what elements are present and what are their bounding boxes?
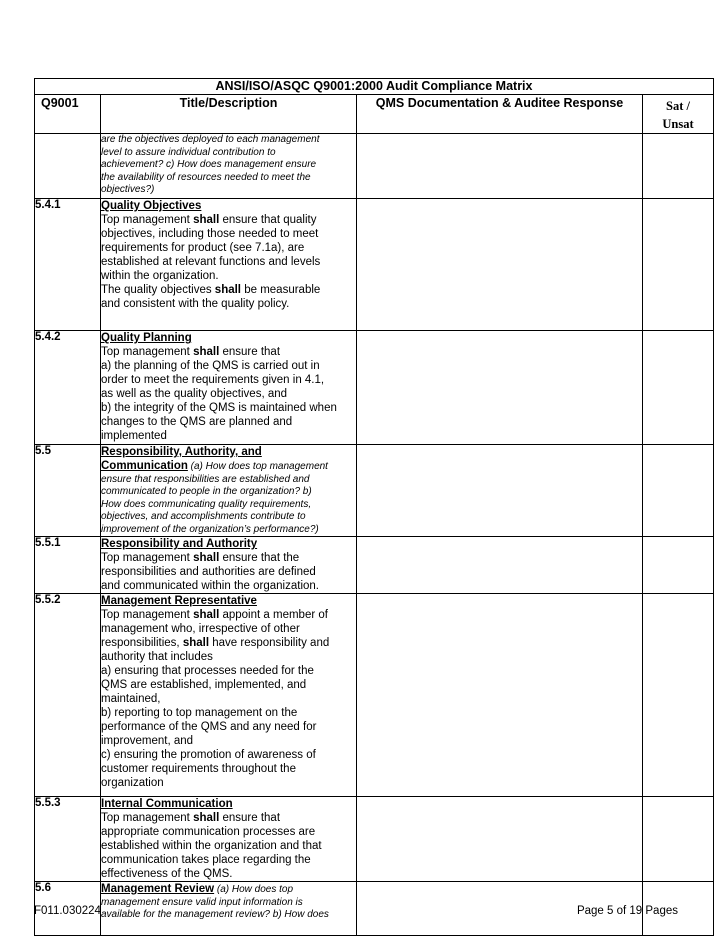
auditee-response-cell[interactable] [357, 199, 643, 331]
requirement-line [101, 255, 356, 269]
requirement-text: ensure that [219, 812, 281, 824]
requirement-text: responsibilities, [101, 637, 183, 649]
requirement-text: communication takes place regarding the [101, 854, 311, 866]
clause-number: 5.5.2 [35, 594, 101, 797]
requirement-text: responsibilities and authorities are defined [101, 566, 316, 578]
sat-unsat-cell[interactable] [643, 537, 714, 594]
requirement-line [101, 551, 356, 565]
requirement-text: organization [101, 777, 164, 789]
requirement-text: appropriate communication processes are [101, 826, 316, 838]
requirement-text: b) reporting to top management on the [101, 707, 298, 719]
clause-number: 5.4.2 [35, 331, 101, 445]
requirement-text: Top management [101, 812, 194, 824]
matrix-row [35, 199, 714, 331]
clause-title: Quality Planning [101, 332, 192, 344]
requirement-line [101, 622, 356, 636]
requirement-line [101, 811, 356, 825]
guidance-note-line: management ensure valid input information is [101, 896, 303, 908]
guidance-note-line: How does communicating quality requirements, [101, 498, 312, 510]
requirement-text: management who, irrespective of other [101, 623, 300, 635]
clause-title-line [101, 882, 356, 897]
matrix-row [35, 594, 714, 797]
requirement-text: a) the planning of the QMS is carried out in [101, 360, 320, 372]
matrix-row [35, 445, 714, 537]
auditee-response-cell[interactable] [357, 594, 643, 797]
clause-description [101, 331, 357, 445]
guidance-note-line: the availability of resources needed to meet the [101, 171, 311, 183]
requirement-line [101, 579, 356, 593]
guidance-note-line: objectives, and accomplishments contribute to [101, 511, 306, 522]
page-number: Page 5 of 19 Pages [576, 905, 678, 917]
form-number: F011.030224 [34, 905, 101, 917]
clause-title-line [101, 594, 356, 608]
requirement-line [101, 867, 356, 881]
guidance-note-line: improvement of the organization’s performance?) [101, 523, 319, 535]
requirement-line [101, 692, 356, 706]
requirement-text: QMS are established, implemented, and [101, 679, 307, 691]
sat-unsat-cell[interactable] [643, 797, 714, 882]
requirement-text: requirements for product (see 7.1a), are [101, 242, 305, 254]
requirement-text: maintained, [101, 693, 161, 705]
clause-number: 5.6 [35, 882, 101, 936]
requirement-text: and communicated within the organization. [101, 580, 319, 592]
requirement-text: as well as the quality objectives, and [101, 388, 288, 400]
requirement-line [101, 650, 356, 664]
header-qms-documentation: QMS Documentation & Auditee Response [357, 95, 643, 134]
requirement-text: ensure that the [219, 552, 300, 564]
clause-title-line [101, 797, 356, 811]
guidance-note: (a) How does top [214, 884, 294, 895]
guidance-note-line: are the objectives deployed to each management [101, 134, 320, 145]
requirement-text: order to meet the requirements given in 4.1, [101, 374, 325, 386]
audit-compliance-matrix [34, 78, 714, 936]
requirement-line [101, 373, 356, 387]
requirement-line [101, 345, 356, 359]
requirement-line [101, 608, 356, 622]
requirement-text: established at relevant functions and levels [101, 256, 321, 268]
shall-keyword: shall [182, 637, 210, 649]
requirement-line [101, 839, 356, 853]
header-unsat: Unsat [662, 117, 694, 131]
clause-description [101, 882, 357, 936]
clause-number: 5.5.3 [35, 797, 101, 882]
requirement-text: have responsibility and [209, 637, 330, 649]
clause-title: Internal Communication [101, 798, 233, 810]
clause-description [101, 594, 357, 797]
auditee-response-cell[interactable] [357, 445, 643, 537]
requirement-text: Top management [101, 552, 194, 564]
requirement-text: The quality objectives [101, 284, 215, 296]
requirement-line [101, 776, 356, 790]
shall-keyword: shall [193, 552, 220, 564]
guidance-note: (a) How does top management [187, 461, 328, 472]
requirement-line [101, 213, 356, 227]
shall-keyword: shall [193, 214, 220, 226]
auditee-response-cell[interactable] [357, 134, 643, 199]
clause-number [35, 134, 101, 199]
requirement-line [101, 415, 356, 429]
requirement-text: Top management [101, 346, 194, 358]
requirement-line [101, 401, 356, 415]
requirement-line [101, 359, 356, 373]
requirement-text: ensure that quality [219, 214, 317, 226]
requirement-text: customer requirements throughout the [101, 763, 296, 775]
guidance-note-line: objectives?) [101, 184, 155, 195]
clause-number: 5.4.1 [35, 199, 101, 331]
clause-description [101, 797, 357, 882]
requirement-text: within the organization. [101, 270, 219, 282]
requirement-text: performance of the QMS and any need for [101, 721, 317, 733]
shall-keyword: shall [193, 812, 220, 824]
clause-description [101, 199, 357, 331]
shall-keyword: shall [193, 609, 220, 621]
requirement-line [101, 664, 356, 678]
header-sat: Sat / [666, 99, 690, 113]
requirement-text: Top management [101, 609, 194, 621]
requirement-line [101, 241, 356, 255]
matrix-row [35, 331, 714, 445]
requirement-text: b) the integrity of the QMS is maintained when [101, 402, 337, 414]
clause-description [101, 537, 357, 594]
matrix-row [35, 537, 714, 594]
clause-title-line [101, 331, 356, 345]
clause-title: Management Review [101, 883, 215, 895]
requirement-line [101, 387, 356, 401]
matrix-body [35, 134, 714, 936]
requirement-text: effectiveness of the QMS. [101, 868, 233, 880]
requirement-line [101, 227, 356, 241]
requirement-text: authority that includes [101, 651, 213, 663]
clause-title: Responsibility and Authority [101, 538, 258, 550]
guidance-note-line: level to assure individual contribution to [101, 146, 276, 158]
requirement-line [101, 825, 356, 839]
guidance-note-line: available for the management review? b) How does [101, 909, 329, 920]
requirement-line [101, 853, 356, 867]
clause-title-line [101, 199, 356, 213]
auditee-response-cell[interactable] [357, 797, 643, 882]
requirement-line [101, 734, 356, 748]
sat-unsat-cell[interactable] [643, 331, 714, 445]
sat-unsat-cell[interactable] [643, 594, 714, 797]
requirement-text: be measurable [241, 284, 321, 296]
sat-unsat-cell[interactable] [643, 445, 714, 537]
requirement-text: appoint a member of [219, 609, 328, 621]
requirement-line [101, 706, 356, 720]
clause-title-line [101, 445, 356, 459]
requirement-text: implemented [101, 430, 167, 442]
guidance-note-line: ensure that responsibilities are established and [101, 473, 310, 485]
requirement-line [101, 269, 356, 283]
requirement-text: changes to the QMS are planned and [101, 416, 293, 428]
clause-title: Quality Objectives [101, 200, 202, 212]
clause-description [101, 445, 357, 537]
requirement-line [101, 762, 356, 776]
header-q9001: Q9001 [35, 95, 101, 134]
requirement-text: improvement, and [101, 735, 194, 747]
matrix-title: ANSI/ISO/ASQC Q9001:2000 Audit Compliance Matrix [35, 79, 714, 95]
requirement-line [101, 748, 356, 762]
requirement-line [101, 565, 356, 579]
header-title-description: Title/Description [101, 95, 357, 134]
shall-keyword: shall [214, 284, 242, 296]
sat-unsat-cell[interactable] [643, 199, 714, 331]
matrix-row [35, 797, 714, 882]
requirement-text: Top management [101, 214, 194, 226]
requirement-line [101, 297, 356, 311]
requirement-line [101, 283, 356, 297]
sat-unsat-cell[interactable] [643, 134, 714, 199]
header-sat-unsat [643, 95, 714, 134]
requirement-text: c) ensuring the promotion of awareness of [101, 749, 316, 761]
clause-title: Responsibility, Authority, and [101, 446, 262, 458]
clause-title-line [101, 459, 356, 474]
guidance-note-line: communicated to people in the organization? b) [101, 486, 312, 497]
clause-description [101, 134, 357, 199]
clause-title: Management Representative [101, 595, 257, 607]
requirement-line [101, 636, 356, 650]
clause-title-continued: Communication [101, 460, 188, 472]
clause-title-line [101, 537, 356, 551]
clause-number: 5.5 [35, 445, 101, 537]
shall-keyword: shall [193, 346, 220, 358]
requirement-text: objectives, including those needed to meet [101, 228, 319, 240]
requirement-text: established within the organization and that [101, 840, 322, 852]
guidance-note-line: achievement? c) How does management ensure [101, 159, 317, 170]
auditee-response-cell[interactable] [357, 537, 643, 594]
clause-number: 5.5.1 [35, 537, 101, 594]
requirement-line [101, 678, 356, 692]
auditee-response-cell[interactable] [357, 331, 643, 445]
requirement-text: ensure that [219, 346, 281, 358]
requirement-text: and consistent with the quality policy. [101, 298, 290, 310]
matrix-row [35, 134, 714, 199]
requirement-line [101, 429, 356, 443]
requirement-line [101, 720, 356, 734]
requirement-text: a) ensuring that processes needed for the [101, 665, 314, 677]
